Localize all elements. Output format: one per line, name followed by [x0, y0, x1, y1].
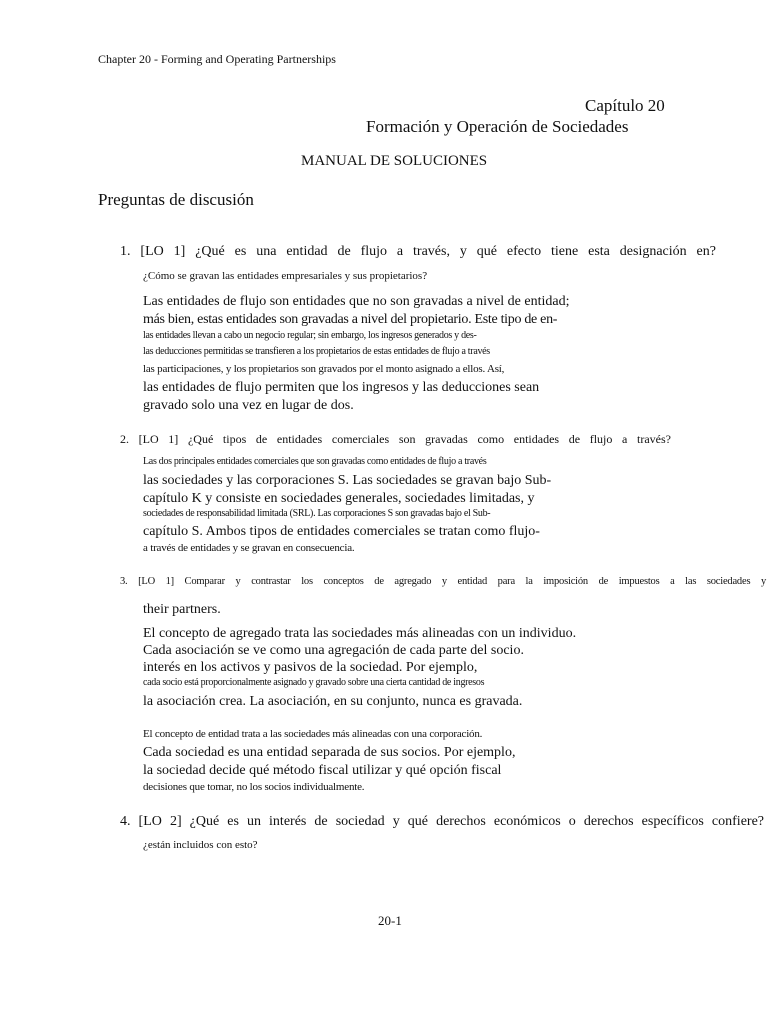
- question-4-lead: 4. [LO 2] ¿Qué es un interés de sociedad y qué derechos económicos o derechos específicos confiere?: [120, 814, 764, 829]
- answer-3-line: interés en los activos y pasivos de la sociedad. Por ejemplo,: [143, 660, 478, 675]
- manual-heading: MANUAL DE SOLUCIONES: [301, 153, 488, 169]
- question-4-continuation: ¿están incluidos con esto?: [143, 839, 258, 851]
- answer-2-line: Las dos principales entidades comerciales que son gravadas como entidades de flujo a través: [143, 456, 487, 467]
- answer-3b-line: la sociedad decide qué método fiscal utilizar y qué opción fiscal: [143, 763, 502, 778]
- answer-1-line: las entidades llevan a cabo un negocio regular; sin embargo, los ingresos generados y des-: [143, 330, 477, 341]
- answer-1-line: las entidades de flujo permiten que los ingresos y las deducciones sean: [143, 380, 540, 395]
- answer-1-line: más bien, estas entidades son gravadas a nivel del propietario. Este tipo de en-: [143, 312, 558, 327]
- question-2-lead: 2. [LO 1] ¿Qué tipos de entidades comerciales son gravadas como entidades de flujo a través?: [120, 432, 671, 446]
- question-1-lead: 1. [LO 1] ¿Qué es una entidad de flujo a través, y qué efecto tiene esta designación en?: [120, 244, 716, 259]
- answer-1-line: Las entidades de flujo son entidades que no son gravadas a nivel de entidad;: [143, 294, 570, 309]
- answer-2-line: las sociedades y las corporaciones S. Las sociedades se gravan bajo Sub-: [143, 473, 552, 488]
- chapter-number: Capítulo 20: [585, 96, 665, 115]
- answer-1-line: las deducciones permitidas se transfieren a los propietarios de estas entidades de flujo a través: [143, 346, 490, 357]
- answer-3-line: la asociación crea. La asociación, en su conjunto, nunca es gravada.: [143, 694, 523, 709]
- answer-3-line: El concepto de agregado trata las sociedades más alineadas con un individuo.: [143, 626, 577, 641]
- answer-3b-line: decisiones que tomar, no los socios individualmente.: [143, 781, 365, 793]
- question-1-continuation: ¿Cómo se gravan las entidades empresariales y sus propietarios?: [143, 270, 428, 282]
- section-heading: Preguntas de discusión: [98, 190, 254, 209]
- chapter-title: Formación y Operación de Sociedades: [366, 117, 629, 136]
- answer-3b-line: Cada sociedad es una entidad separada de sus socios. Por ejemplo,: [143, 745, 516, 760]
- answer-3-line: Cada asociación se ve como una agregación de cada parte del socio.: [143, 643, 524, 658]
- running-header: Chapter 20 - Forming and Operating Partnerships: [98, 52, 336, 66]
- answer-3b-line: El concepto de entidad trata a las sociedades más alineadas con una corporación.: [143, 728, 483, 740]
- answer-2-line: a través de entidades y se gravan en consecuencia.: [143, 542, 355, 554]
- question-3-continuation: their partners.: [143, 602, 221, 617]
- answer-1-line: las participaciones, y los propietarios son gravados por el monto asignado a ellos. Así,: [143, 363, 505, 375]
- question-3-lead: 3. [LO 1] Comparar y contrastar los conceptos de agregado y entidad para la imposición de impuestos a las sociedades y: [120, 576, 766, 587]
- answer-2-line: sociedades de responsabilidad limitada (SRL). Las corporaciones S son gravadas bajo el Sub-: [143, 508, 491, 519]
- page-number: 20-1: [378, 913, 402, 928]
- answer-1-line: gravado solo una vez en lugar de dos.: [143, 398, 354, 413]
- answer-2-line: capítulo S. Ambos tipos de entidades comerciales se tratan como flujo-: [143, 524, 540, 539]
- answer-2-line: capítulo K y consiste en sociedades generales, sociedades limitadas, y: [143, 491, 535, 506]
- answer-3-line: cada socio está proporcionalmente asignado y gravado sobre una cierta cantidad de ingresos: [143, 677, 485, 688]
